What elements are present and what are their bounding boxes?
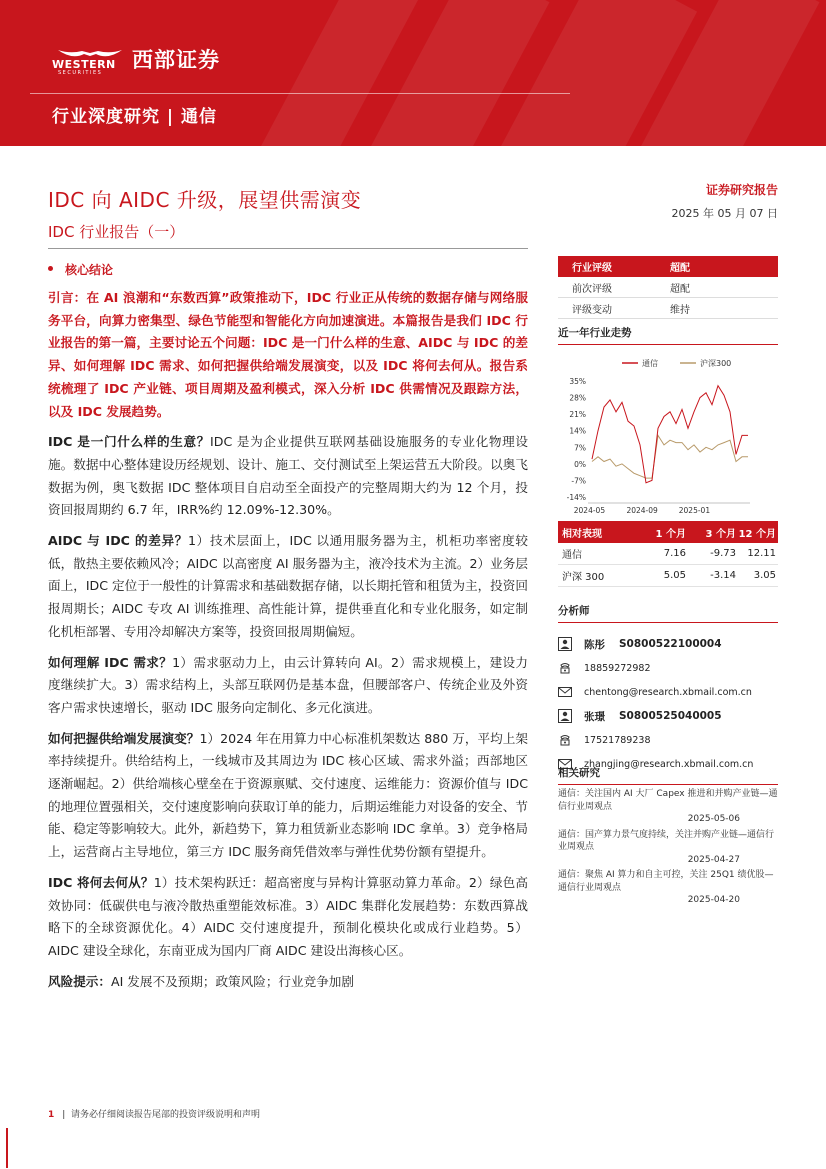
y-tick-label: 21% <box>569 410 586 420</box>
performance-cell: 沪深 300 <box>562 572 605 583</box>
footer-separator: | <box>62 1110 72 1120</box>
trend-heading: 近一年行业走势 <box>558 325 778 345</box>
core-conclusion-label: 核心结论 <box>65 263 114 277</box>
legend-label-hs300: 沪深300 <box>700 359 732 368</box>
body-column <box>48 287 528 1001</box>
report-title: IDC 向 AIDC 升级，展望供需演变 <box>48 188 362 212</box>
related-heading: 相关研究 <box>558 765 778 785</box>
analyst-email[interactable]: zhangjing@research.xbmail.com.cn <box>584 758 754 770</box>
analyst-phone-row <box>558 657 778 679</box>
intro-paragraph <box>48 287 528 423</box>
intro-text: 引言：在 AI 浪潮和“东数西算”政策推动下，IDC 行业正从传统的数据存储与网络服务平台，向算力密集型、绿色节能型和智能化方向加速演进。本篇报告是我们 IDC 行业报告的第一篇，主要讨论五个问题：IDC 是一门什么样的生意、AIDC 与 IDC 的差异、如何理解 IDC 需求、如何把握供给端发展演变，以及 IDC 将何去何从。报告系统梳理了 IDC 产业链、项目周期及盈利模式，深入分析 IDC 供需情况及跟踪方法，以及 IDC 发展趋势。 <box>48 290 528 419</box>
paragraph-difference <box>48 530 528 644</box>
y-tick-label: -14% <box>566 493 586 502</box>
trend-section <box>558 325 778 515</box>
x-tick-label: 2025-01 <box>678 506 711 515</box>
analyst-phone: 17521789238 <box>584 734 651 746</box>
performance-cell: -3.14 <box>710 570 736 581</box>
rating-row-label: 评级变动 <box>572 304 612 316</box>
analyst-phone-row <box>558 729 778 751</box>
analyst-name-row <box>558 705 778 727</box>
rating-row-value: 超配 <box>670 283 690 295</box>
paragraph-lead: 风险提示： <box>48 973 111 989</box>
phone-icon <box>558 661 572 675</box>
bullet-icon <box>48 266 53 271</box>
rating-row <box>558 298 778 319</box>
performance-cell: 12.11 <box>747 548 776 559</box>
related-item[interactable] <box>558 788 778 826</box>
paragraph-demand <box>48 652 528 720</box>
paragraph-risk <box>48 971 528 994</box>
performance-row <box>558 543 778 565</box>
y-tick-label: 0% <box>574 459 586 469</box>
footer-disclaimer: 请务必仔细阅读报告尾部的投资评级说明和声明 <box>71 1110 261 1120</box>
performance-row <box>558 565 778 587</box>
performance-cell: 3.05 <box>753 570 776 581</box>
header-banner <box>0 0 826 146</box>
analyst-name: 陈彤 <box>584 638 605 651</box>
person-icon <box>558 709 572 723</box>
company-logo <box>52 44 220 74</box>
rating-header-value: 超配 <box>670 263 690 274</box>
related-item-date: 2025-04-20 <box>687 895 740 905</box>
paragraph-text: 1）2024 年在用算力中心标准机架数达 880 万，平均上架率持续提升。供给结构上，一线城市及其周边为 IDC 核心区域、需求外溢；西部地区逐渐崛起。2）供给端核心壁垒在于资源禀赋、交付速度、运维能力：资源价值与 IDC 的地理位置强相关，交付速度影响向获取订单的能力，后期运维能力对设备的安全、节能、稳定等影响较大。此外，新趋势下，算力租赁新业态影响 IDC 拿单。3）竞争格局上，运营商占主导地位，第三方 IDC 服务商凭借效率与弹性优势份额有望提升。 <box>48 730 528 860</box>
core-conclusion-heading <box>48 261 113 278</box>
related-item-date: 2025-04-27 <box>687 854 740 865</box>
rating-header-row <box>558 256 778 277</box>
y-axis <box>567 377 586 502</box>
rating-row-label: 前次评级 <box>572 283 612 295</box>
paragraph-text: 1）需求驱动力上，由云计算转向 AI。2）需求规模上，建设力度继续扩大。3）需求结构上，头部互联网仍是基本盘，但腰部客户、传统企业及外资客户需求快速增长，驱动 IDC 服务向定制化、多元化演进。 <box>48 654 529 715</box>
phone-icon <box>558 733 572 747</box>
rating-header-label: 行业评级 <box>572 263 612 274</box>
x-tick-label: 2024-05 <box>573 506 606 515</box>
paragraph-future <box>48 872 528 963</box>
performance-cell: 7.16 <box>663 548 686 559</box>
paragraph-lead: IDC 将何去何从？ <box>48 874 154 890</box>
related-item[interactable] <box>558 829 778 867</box>
trend-chart-svg <box>558 347 778 515</box>
performance-header-cell: 12 个月 <box>738 528 776 540</box>
performance-header-cell: 1 个月 <box>655 528 686 540</box>
paragraph-text: 1）技术架构跃迁：超高密度与异构计算驱动算力革命。2）绿色高效协同：低碳供电与液冷散热重塑能效标准。3）AIDC 集群化发展趋势：东数西算战略下的全球资源优化。4）AIDC 交付速度提升，预制化模块化或成行业趋势。5）AIDC 建设全球化，东南亚成为国内厂商 AIDC 建设出海核心区。 <box>48 874 528 958</box>
y-tick-label: 35% <box>569 377 586 386</box>
analyst-email-row[interactable] <box>558 681 778 703</box>
y-tick-label: -7% <box>571 476 586 486</box>
paragraph-lead: AIDC 与 IDC 的差异？ <box>48 533 188 549</box>
performance-cell: 通信 <box>562 550 582 561</box>
report-category: 行业深度研究 | 通信 <box>52 107 218 127</box>
analysts-heading: 分析师 <box>558 603 778 623</box>
rating-row-value: 维持 <box>670 304 690 316</box>
y-tick-label: 7% <box>574 443 586 453</box>
analyst-name: 张璟 <box>584 710 605 723</box>
page-number: 1 <box>48 1110 55 1120</box>
report-date: 2025 年 05 月 07 日 <box>671 207 778 220</box>
rating-table <box>558 256 778 319</box>
performance-header-cell: 相对表现 <box>562 528 602 540</box>
y-tick-label: 28% <box>569 393 586 403</box>
logo-mark <box>52 46 128 76</box>
paragraph-business <box>48 431 528 522</box>
related-item-date: 2025-05-06 <box>687 814 740 824</box>
title-divider <box>48 248 528 249</box>
performance-header-row <box>558 521 778 543</box>
legend-label-comm: 通信 <box>642 359 658 368</box>
analyst-cert: S0800525040005 <box>619 710 722 722</box>
related-item[interactable] <box>558 869 778 907</box>
paragraph-text: 1）技术层面上，IDC 以通用服务器为主，机柜功率密度较低，散热主要依赖风冷；AIDC 以高密度 AI 服务器为主，液冷技术为主流。2）业务层面上，IDC 定位于一般性的计算需求和基础数据存储，以长期托管和租赁为主，投资回报周期长；AIDC 专攻 AI 训练推理、高性能计算，提供垂直化和专业化服务，如定制化机柜部署、专用冷却解决方案等，投资回报周期偏短。 <box>48 533 528 639</box>
paragraph-lead: 如何理解 IDC 需求？ <box>48 654 173 670</box>
related-item-text[interactable]: 通信：聚焦 AI 算力和自主可控，关注 25Q1 绩优股—通信行业周观点 <box>558 870 774 893</box>
logo-chinese: 西部证券 <box>132 48 220 72</box>
email-icon <box>558 685 572 699</box>
person-icon <box>558 637 572 651</box>
x-tick-label: 2024-09 <box>626 506 658 515</box>
paragraph-text: IDC 是为企业提供互联网基础设施服务的专业化物理设施。数据中心整体建设历经规划、设计、施工、交付测试至上架运营五大阶段。以奥飞数据为例，奥飞数据 IDC 整体项目自启动至全面投产的完整周期大约为 12 个月，投资回报周期约 6.7 年，IRR%约 12.09%-12.30%。 <box>48 434 528 518</box>
x-axis <box>574 506 711 515</box>
logo-english-sub: SECURITIES <box>58 70 103 76</box>
rating-row <box>558 277 778 298</box>
analyst-cert: S0800522100004 <box>619 638 722 650</box>
performance-table <box>558 521 778 587</box>
corner-accent <box>6 1128 8 1168</box>
series-line-comm <box>592 386 748 483</box>
analyst-name-row <box>558 633 778 655</box>
analyst-phone: 18859272982 <box>584 662 651 674</box>
report-subtitle: IDC 行业报告（一） <box>48 223 185 241</box>
paragraph-text: AI 发展不及预期；政策风险；行业竞争加剧 <box>110 973 354 989</box>
related-item-text[interactable]: 通信：关注国内 AI 大厂 Capex 推进和并购产业链—通信行业周观点 <box>558 789 778 812</box>
performance-cell: -9.73 <box>710 548 736 559</box>
page-footer <box>48 1107 260 1120</box>
report-type: 证券研究报告 <box>705 183 778 197</box>
related-research-section <box>558 765 778 907</box>
paragraph-lead: IDC 是一门什么样的生意？ <box>48 434 211 450</box>
paragraph-lead: 如何把握供给端发展演变？ <box>48 730 200 746</box>
y-tick-label: 14% <box>569 426 586 436</box>
trend-chart <box>558 347 778 515</box>
series-line-hs300 <box>592 435 748 478</box>
paragraph-supply <box>48 728 528 864</box>
performance-cell: 5.05 <box>663 570 686 581</box>
logo-english: WESTERN <box>52 58 116 71</box>
analysts-section <box>558 603 778 775</box>
performance-header-cell: 3 个月 <box>705 528 736 540</box>
banner-divider <box>30 93 570 94</box>
analyst-email[interactable]: chentong@research.xbmail.com.cn <box>584 686 752 698</box>
related-item-text[interactable]: 通信：国产算力景气度持续，关注并购产业链—通信行业周观点 <box>558 829 775 852</box>
